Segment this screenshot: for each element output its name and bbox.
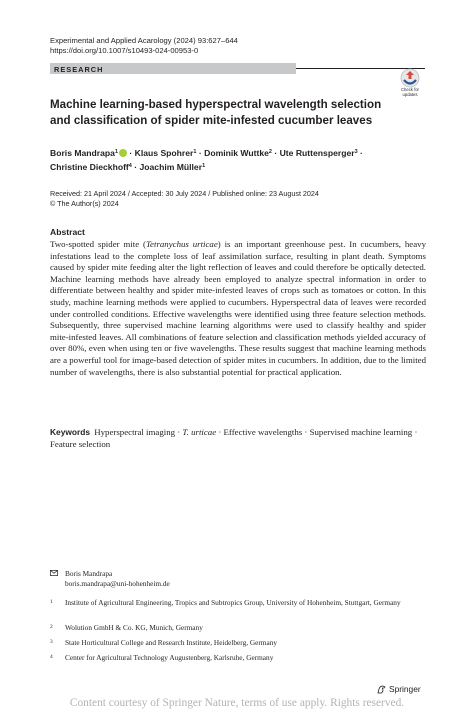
orcid-icon[interactable] xyxy=(119,149,127,157)
affiliation-number: 4 xyxy=(50,654,53,660)
check-for-updates-icon[interactable] xyxy=(395,68,425,88)
author-affiliation-ref: 2 xyxy=(268,149,272,155)
keyword: Effective wavelengths xyxy=(223,427,303,437)
author-list: Boris Mandrapa$^1$ · Klaus Spohrer$^1$ · Dominik Wuttke$^2$ · Ute Ruttensperger$^3$ · Christine Dieckhoff$^4$ · Joachim Müller$^1$ xyxy=(50,148,363,172)
copyright-notice: © The Author(s) 2024 xyxy=(50,199,119,208)
keyword: Hyperspectral imaging xyxy=(94,427,176,437)
check-for-updates-label[interactable]: Check for updates xyxy=(401,87,419,97)
affiliation-text: Institute of Agricultural Engineering, Tropics and Subtropics Group, University of Hohenheim, Stuttgart, Germany xyxy=(65,598,401,607)
author-name[interactable]: Ute Ruttensperger xyxy=(279,148,355,158)
abstract-heading: Abstract xyxy=(50,227,85,237)
author-name[interactable]: Joachim Müller xyxy=(139,162,203,172)
publication-history: Received: 21 April 2024 / Accepted: 30 July 2024 / Published online: 23 August 2024 xyxy=(50,189,319,198)
affiliation-number: 2 xyxy=(50,624,53,630)
publisher-name: Springer xyxy=(389,684,421,694)
affiliation-text: Center for Agricultural Technology Augustenberg, Karlsruhe, Germany xyxy=(65,653,274,662)
keywords: Keywords Hyperspectral imaging · T. urticae · Effective wavelengths · Supervised machine learning · Feature selection xyxy=(50,427,418,449)
author-affiliation-ref: 4 xyxy=(128,163,132,169)
author-name[interactable]: Christine Dieckhoff xyxy=(50,162,129,172)
title-line-2: and classification of spider mite-infested cucumber leaves xyxy=(50,113,373,127)
keyword: Supervised machine learning xyxy=(309,427,413,437)
author-affiliation-ref: 3 xyxy=(354,149,358,155)
author-affiliation-ref: 1 xyxy=(114,149,119,155)
author-affiliation-ref: 1 xyxy=(193,149,197,155)
springer-horse-icon xyxy=(377,685,386,694)
affiliation-number: 1 xyxy=(50,599,53,605)
journal-citation: Experimental and Applied Acarology (2024) 93:627–644 xyxy=(50,36,238,45)
keywords-label: Keywords xyxy=(50,427,91,437)
affiliation-text: Wolution GmbH & Co. KG, Munich, Germany xyxy=(65,623,203,632)
corresponding-author-name: Boris Mandrapa xyxy=(65,569,113,578)
keyword: T. urticae xyxy=(182,427,217,437)
publication-dates xyxy=(50,189,319,209)
doi-link[interactable]: https://doi.org/10.1007/s10493-024-00953-0 xyxy=(50,46,199,56)
article-type-label: RESEARCH xyxy=(54,64,104,74)
author-affiliation-ref: 1 xyxy=(202,163,206,169)
journal-header xyxy=(50,36,238,57)
affiliation-number: 3 xyxy=(50,639,53,645)
courtesy-notice: Content courtesy of Springer Nature, terms of use apply. Rights reserved. xyxy=(69,697,405,709)
author-name[interactable]: Dominik Wuttke xyxy=(204,148,269,158)
envelope-icon xyxy=(50,570,58,576)
article-title xyxy=(50,97,390,129)
species-name: Tetranychus urticae xyxy=(145,239,218,249)
title-line-1: Machine learning-based hyperspectral wavelength selection xyxy=(50,98,382,111)
keyword: Feature selection xyxy=(50,438,111,449)
affiliation-text: State Horticultural College and Research Institute, Heidelberg, Germany xyxy=(65,638,278,647)
author-name[interactable]: Klaus Spohrer xyxy=(134,148,194,158)
abstract-text: Two-spotted spider mite (Tetranychus urticae) is an important greenhouse pest. In cucumbers, heavy infestations lead to the complete loss of leaf assimilation surface, resulting in plant death. Symptoms caused by spider mite feeding alter the light reflection of leaves and could therefore be optically detected. Machine learning methods have already been employed to analyze spectral information in order to differentiate between healthy and spider mite-infested leaves of crops such as tomatoes or cotton. In this study, machine learning methods were applied to cucumbers. Hyperspectral data of leaves were recorded under controlled conditions. Effective wavelengths were identified using three feature selection methods. Subsequently, three supervised machine learning algorithms were used to classify healthy and spider mite-infested leaves. All combinations of feature selection and classification methods yielded accuracy of over 80%, even when using ten or five wavelengths. These results suggest that machine learning methods are a powerful tool for image-based detection of spider mites in cucumbers. In addition, due to the limited number of wavelengths, there is also substantial potential for practical application. xyxy=(50,239,426,377)
author-name[interactable]: Boris Mandrapa xyxy=(50,148,115,158)
corresponding-author-email[interactable]: boris.mandrapa@uni-hohenheim.de xyxy=(65,579,170,589)
